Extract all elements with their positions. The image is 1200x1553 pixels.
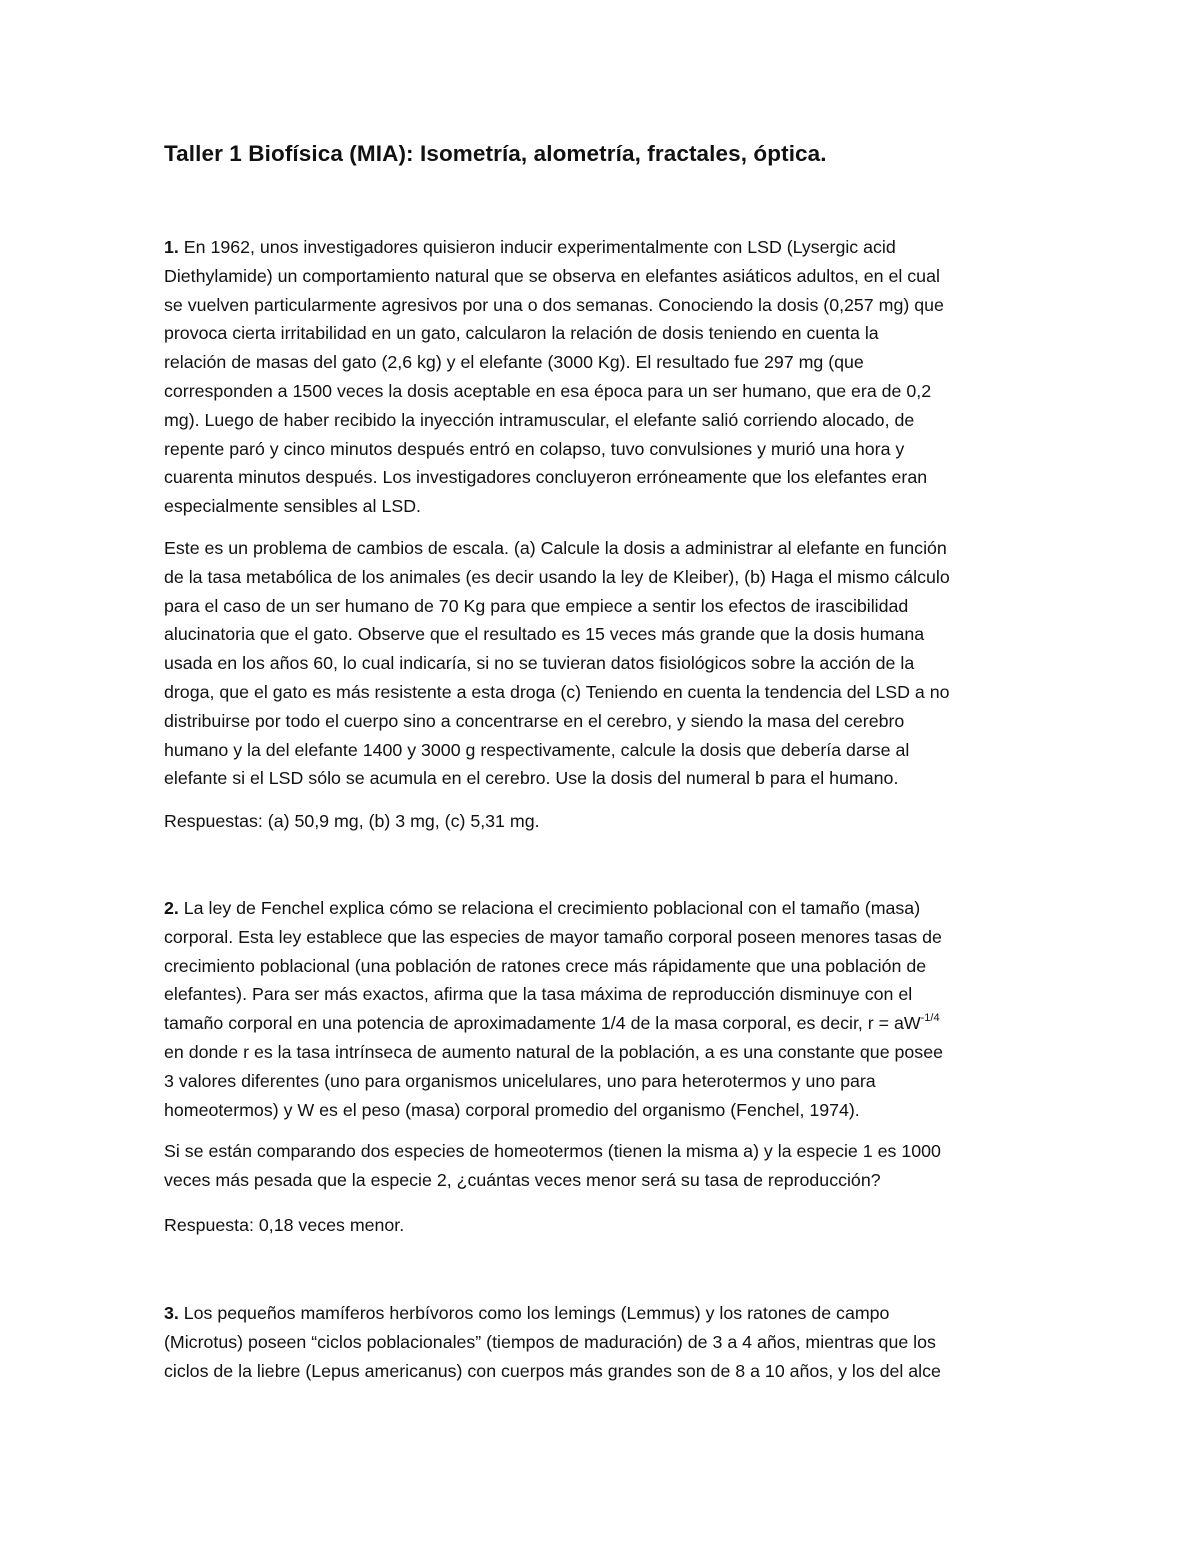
text-line: ciclos de la liebre (Lepus americanus) con cuerpos más grandes son de 8 a 10 años, y los del alce — [164, 1360, 941, 1381]
text-line: elefante si el LSD sólo se acumula en el cerebro. Use la dosis del numeral b para el humano. — [164, 768, 899, 789]
text-line: cuarenta minutos después. Los investigadores concluyeron erróneamente que los elefantes eran — [164, 467, 928, 488]
text-line: humano y la del elefante 1400 y 3000 g respectivamente, calcule la dosis que debería darse al — [164, 739, 910, 760]
text-line: usada en los años 60, lo cual indicaría, si no se tuvieran datos fisiológicos sobre la acción de la — [164, 653, 915, 674]
text-line: alucinatoria que el gato. Observe que el resultado es 15 veces más grande que la dosis humana — [164, 624, 925, 645]
q1-statement — [164, 233, 1044, 521]
formula-exponent: -1/4 — [920, 1012, 940, 1025]
text-line: se vuelven particularmente agresivos por una o dos semanas. Conociendo la dosis (0,257 mg) que — [164, 294, 944, 315]
text-line: mg). Luego de haber recibido la inyección intramuscular, el elefante salió corriendo alocado, de — [164, 409, 915, 430]
text-line: Respuestas: (a) 50,9 mg, (b) 3 mg, (c) 5,31 mg. — [164, 811, 540, 831]
question-number: 1. — [164, 237, 179, 257]
text-line: 3 valores diferentes (uno para organismos unicelulares, uno para heterotermos y uno para — [164, 1070, 876, 1091]
text-line: Respuesta: 0,18 veces menor. — [164, 1215, 405, 1235]
text-line: especialmente sensibles al LSD. — [164, 496, 421, 517]
text-line: relación de masas del gato (2,6 kg) y el elefante (3000 Kg). El resultado fue 297 mg (que — [164, 352, 864, 373]
text-line: elefantes). Para ser más exactos, afirma que la tasa máxima de reproducción disminuye con el — [164, 984, 913, 1005]
text-line: Si se están comparando dos especies de homeotermos (tienen la misma a) y la especie 1 es 1000 — [164, 1141, 941, 1161]
text-line: 1. En 1962, unos investigadores quisieron inducir experimentalmente con LSD (Lysergic acid — [164, 237, 896, 257]
text-line: para el caso de un ser humano de 70 Kg para que empiece a sentir los efectos de irascibilidad — [164, 595, 909, 616]
text-line: repente paró y cinco minutos después entró en colapso, tuvo convulsiones y murió una hora y — [164, 438, 905, 459]
question-number: 3. — [164, 1303, 179, 1323]
text-line: Diethylamide) un comportamiento natural que se observa en elefantes asiáticos adultos, en el cual — [164, 265, 940, 286]
text-line: corresponden a 1500 veces la dosis aceptable en esa época para un ser humano, que era de 0,2 — [164, 380, 932, 401]
text-line — [164, 1009, 1044, 1038]
text-line: droga, que el gato es más resistente a esta droga (c) Teniendo en cuenta la tendencia del LSD a no — [164, 681, 950, 702]
text-line: distribuirse por todo el cuerpo sino a concentrarse en el cerebro, y siendo la masa del cerebro — [164, 710, 905, 731]
text-line: (Microtus) poseen “ciclos poblacionales” (tiempos de maduración) de 3 a 4 años, mientras que los — [164, 1331, 936, 1352]
text-line: Este es un problema de cambios de escala. (a) Calcule la dosis a administrar al elefante en función — [164, 538, 947, 558]
text-line: veces más pesada que la especie 2, ¿cuántas veces menor será su tasa de reproducción? — [164, 1169, 881, 1190]
text-line: de la tasa metabólica de los animales (es decir usando la ley de Kleiber), (b) Haga el mismo cálculo — [164, 566, 950, 587]
q2-statement — [164, 894, 1044, 1124]
text-line: provoca cierta irritabilidad en un gato, calcularon la relación de dosis teniendo en cuenta la — [164, 323, 879, 344]
text-line: 3. Los pequeños mamíferos herbívoros como los lemings (Lemmus) y los ratones de campo — [164, 1303, 890, 1323]
text-line: 2. La ley de Fenchel explica cómo se relaciona el crecimiento poblacional con el tamaño (masa) — [164, 898, 921, 918]
q2-question — [164, 1137, 1044, 1195]
text-line: crecimiento poblacional (una población de ratones crece más rápidamente que una población de — [164, 955, 927, 976]
text-line: en donde r es la tasa intrínseca de aumento natural de la población, a es una constante que posee — [164, 1041, 943, 1062]
formula-text: tamaño corporal en una potencia de aproximadamente 1/4 de la masa corporal, es decir, r = aW — [164, 1013, 921, 1034]
text-line: homeotermos) y W es el peso (masa) corporal promedio del organismo (Fenchel, 1974). — [164, 1099, 860, 1120]
text-line: corporal. Esta ley establece que las especies de mayor tamaño corporal poseen menores tasas de — [164, 926, 942, 947]
q1-answer — [164, 807, 1044, 836]
q2-answer — [164, 1211, 1044, 1240]
q3-statement — [164, 1299, 1044, 1385]
question-number: 2. — [164, 898, 179, 918]
document-title: Taller 1 Biofísica (MIA): Isometría, alometría, fractales, óptica. — [164, 141, 827, 166]
q1-instructions — [164, 534, 1044, 793]
